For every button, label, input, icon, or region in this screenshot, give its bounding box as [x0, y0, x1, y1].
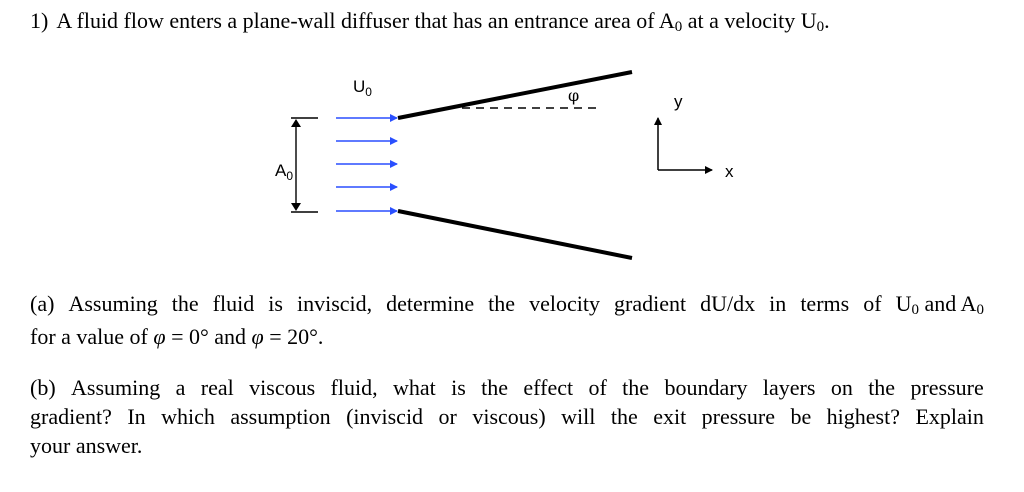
- area-label: $A_0$: [275, 161, 294, 183]
- part-b-word: real: [200, 375, 234, 400]
- part-b-line-3: your answer.: [30, 433, 143, 458]
- question-text-end: .: [824, 8, 830, 33]
- part-b-word: on: [830, 375, 853, 400]
- part-b-word: In: [127, 404, 146, 429]
- phi-symbol: φ: [251, 324, 264, 349]
- velocity-label: $U_0$: [353, 77, 372, 99]
- part-a-word: the: [171, 291, 199, 316]
- part-b-word: will: [561, 404, 596, 429]
- part-b-word: which: [161, 404, 215, 429]
- part-b-word: effect: [523, 375, 574, 400]
- question-number: 1): [30, 8, 49, 33]
- part-b-word: a: [175, 375, 186, 400]
- y-axis-label: y: [674, 92, 683, 111]
- angle-label: φ: [568, 86, 580, 105]
- flow-arrows: [336, 118, 397, 211]
- part-b-word: layers: [762, 375, 816, 400]
- part-b: [30, 373, 984, 460]
- coordinate-axes: [658, 118, 712, 170]
- x-axis-label: x: [725, 162, 734, 181]
- part-b-word: the: [622, 375, 650, 400]
- part-b-word: highest?: [826, 404, 900, 429]
- part-a-word: inviscid,: [296, 291, 373, 316]
- part-a-word: gradient: [614, 291, 687, 316]
- part-a-text: for a value of: [30, 324, 154, 349]
- part-b-word: fluid,: [330, 375, 378, 400]
- part-b-word: Assuming: [71, 375, 161, 400]
- part-a-line-1: [30, 289, 984, 322]
- part-b-word: or: [438, 404, 457, 429]
- part-a-eq2: = 20°.: [263, 324, 324, 349]
- area-subscript: 0: [674, 19, 683, 35]
- part-b-word: viscous): [472, 404, 546, 429]
- part-a-line-2: [30, 322, 984, 351]
- part-a-word: fluid: [212, 291, 255, 316]
- part-b-word: is: [451, 375, 466, 400]
- part-b-word: the: [610, 404, 638, 429]
- part-b-word: the: [868, 375, 896, 400]
- part-b-word: Explain: [915, 404, 984, 429]
- part-a-word: is: [268, 291, 283, 316]
- velocity-subscript: 0: [816, 19, 825, 35]
- part-b-word: what: [392, 375, 436, 400]
- part-a-word: dU/dx: [700, 291, 756, 316]
- part-b-word: pressure: [910, 375, 984, 400]
- part-b-word: viscous: [249, 375, 316, 400]
- area-dimension: [291, 118, 318, 212]
- part-a-word: determine: [386, 291, 475, 316]
- part-a-word: the: [488, 291, 516, 316]
- part-a-word: in: [769, 291, 787, 316]
- part-b-line-2: [30, 402, 984, 431]
- part-b-word: pressure: [701, 404, 775, 429]
- part-a-eq1: = 0° and: [165, 324, 252, 349]
- part-a-word: of: [863, 291, 882, 316]
- part-a-word: Assuming: [68, 291, 158, 316]
- part-b-word: boundary: [664, 375, 748, 400]
- part-b-line-1: [30, 373, 984, 402]
- part-b-word: of: [588, 375, 607, 400]
- part-a: [30, 289, 984, 351]
- part-b-word: assumption: [230, 404, 331, 429]
- part-b-word: be: [790, 404, 812, 429]
- upper-wall: [398, 72, 632, 118]
- part-a-tail: U0 and A0: [895, 291, 984, 318]
- part-b-word: (b): [30, 375, 56, 400]
- question-text-mid: at a velocity U: [682, 8, 817, 33]
- phi-symbol: φ: [153, 324, 166, 349]
- question-text-a: A fluid flow enters a plane-wall diffuser that has an entrance area of A: [56, 8, 675, 33]
- part-b-word: exit: [653, 404, 687, 429]
- part-b-word: gradient?: [30, 404, 112, 429]
- part-b-word: the: [481, 375, 509, 400]
- part-a-word: (a): [30, 291, 55, 316]
- part-a-word: terms: [800, 291, 850, 316]
- part-a-word: velocity: [529, 291, 600, 316]
- part-b-word: (inviscid: [346, 404, 424, 429]
- lower-wall: [398, 211, 632, 258]
